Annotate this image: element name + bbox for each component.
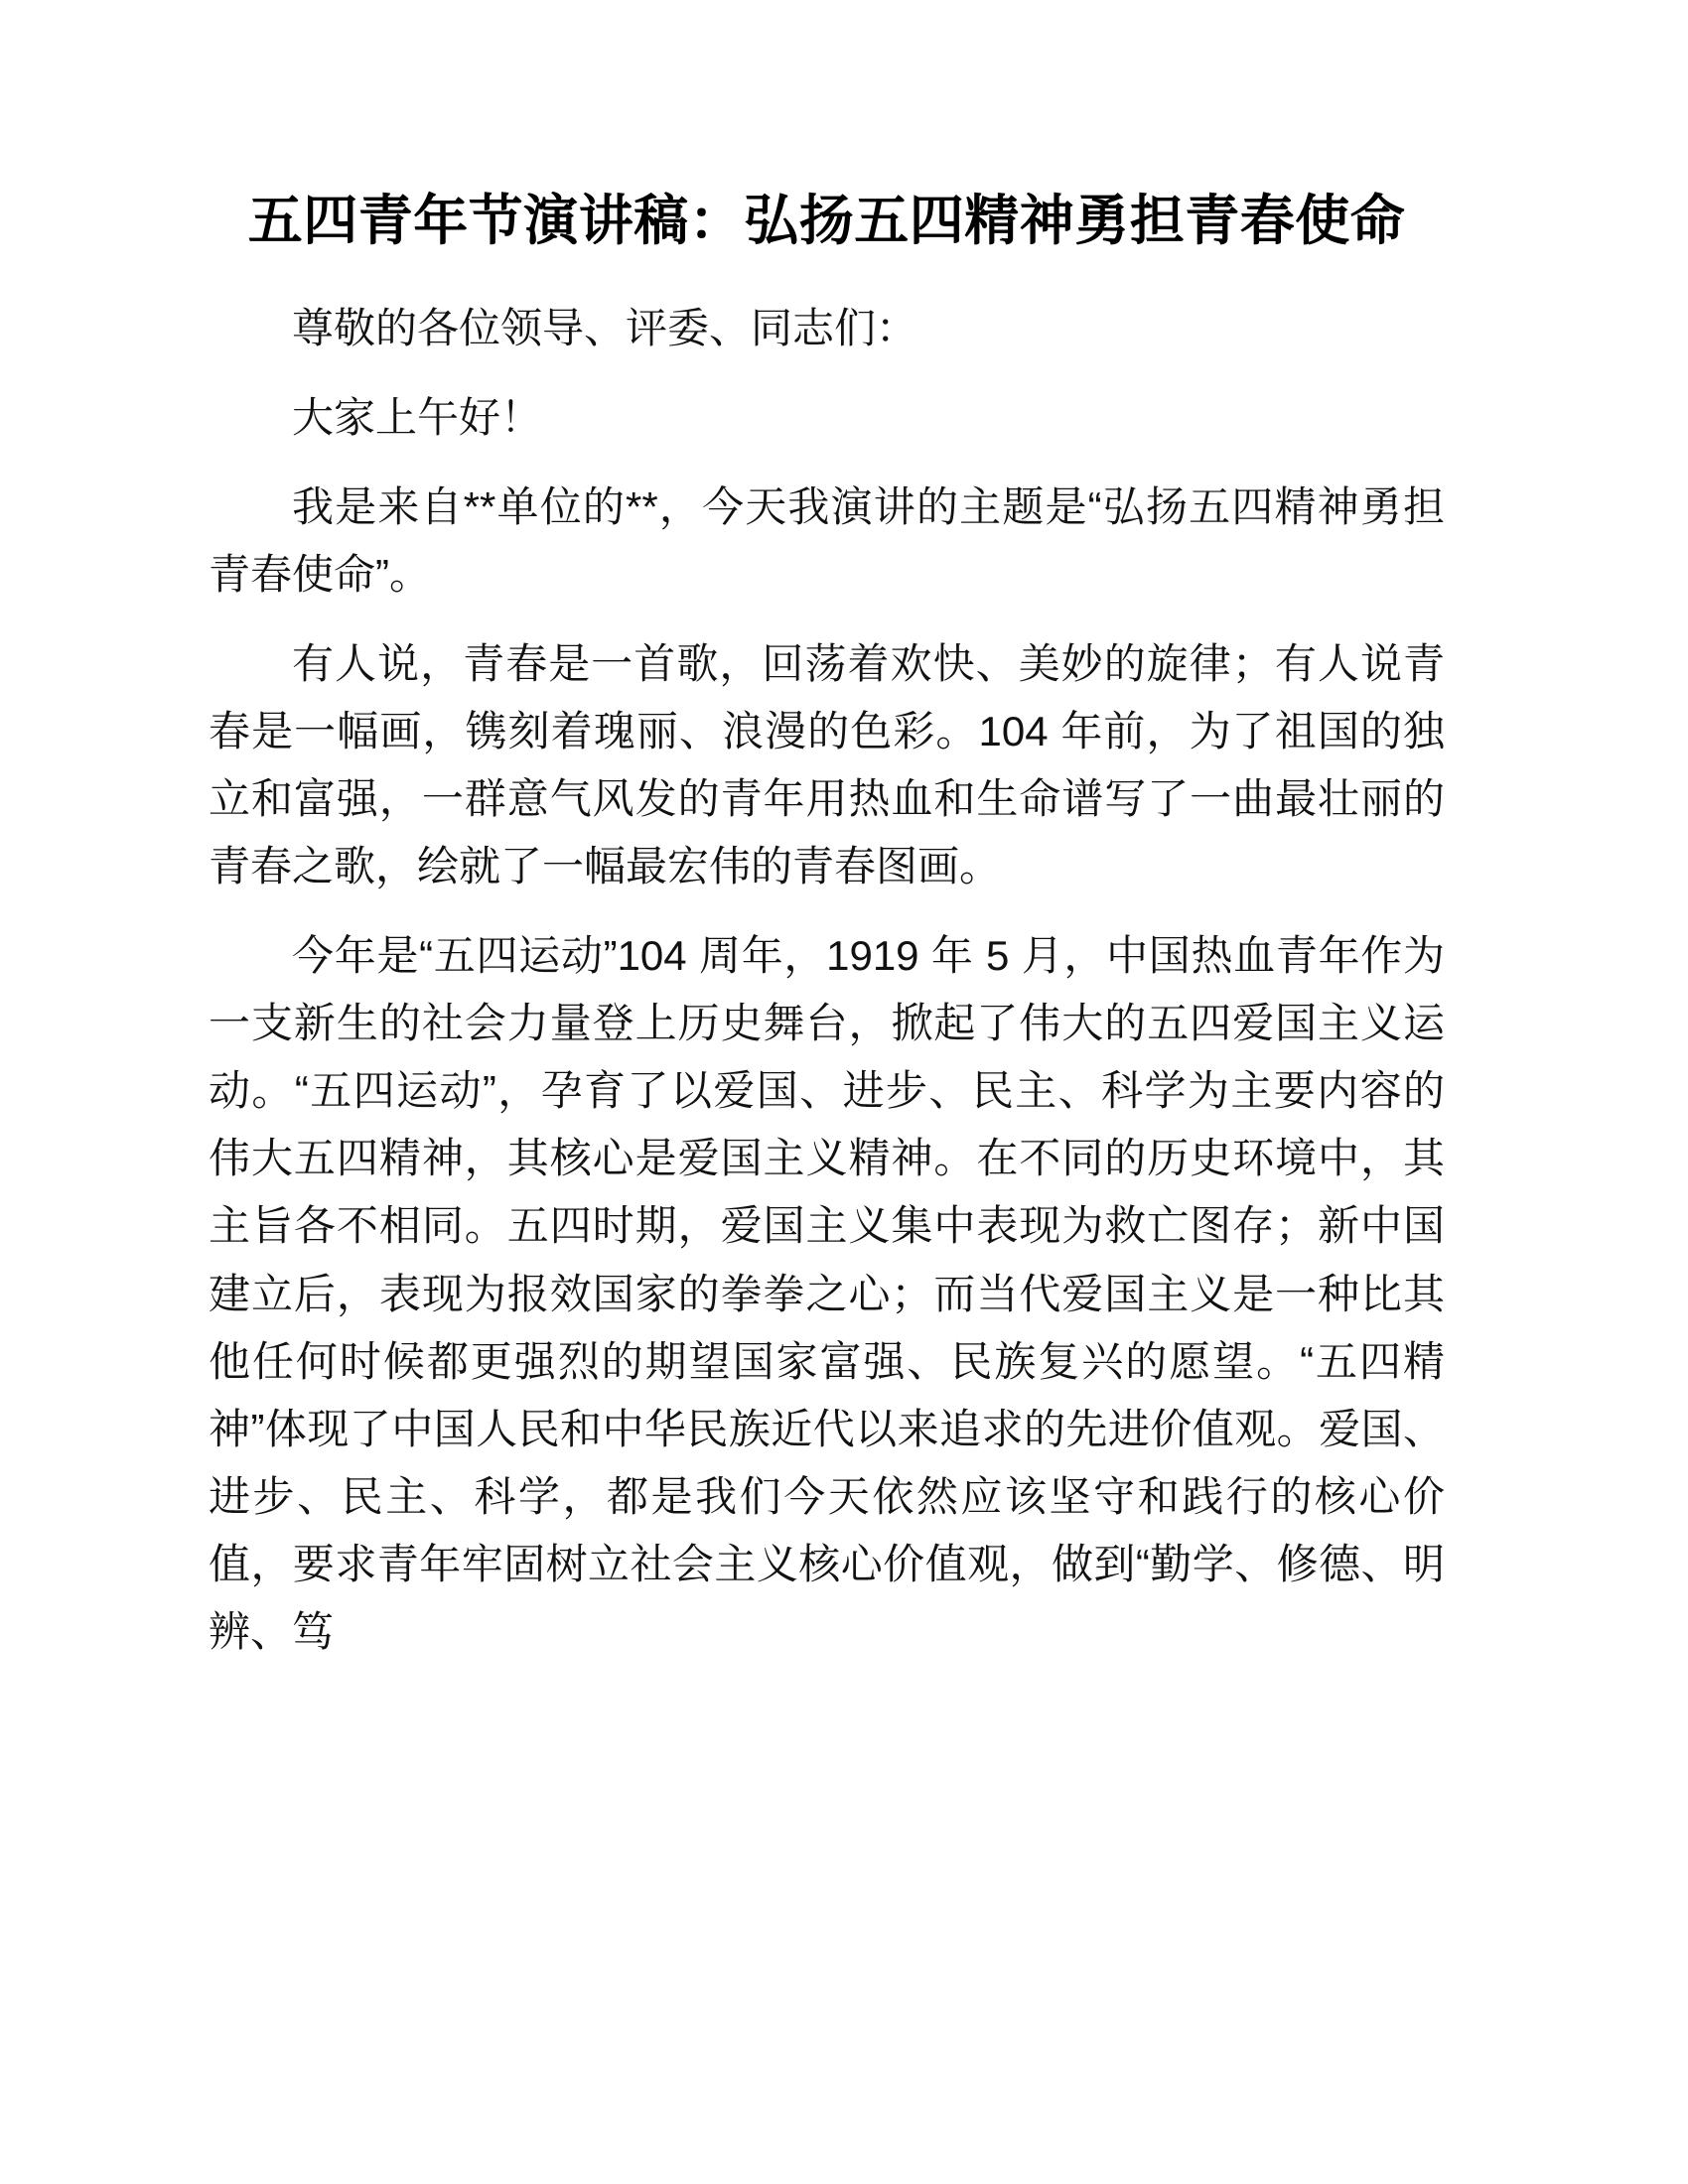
document-body — [209, 295, 1445, 1666]
document-content-column — [209, 0, 1445, 1666]
page-title: 五四青年节演讲稿：弘扬五四精神勇担青春使命 — [247, 190, 1406, 251]
paragraph-may-fourth-spirit: 今年是“五四运动”104 周年，1919 年 5 月，中国热血青年作为一支新生的社会力量登上历史舞台，掀起了伟大的五四爱国主义运动。“五四运动”，孕育了以爱国、进步、民主、科学为主要内容的伟大五四精神，其核心是爱国主义精神。在不同的历史环境中，其主旨各不相同。五四时期，爱国主义集中表现为救亡图存；新中国建立后，表现为报效国家的拳拳之心；而当代爱国主义是一种比其他任何时候都更强烈的期望国家富强、民族复兴的愿望。“五四精神”体现了中国人民和中华民族近代以来追求的先进价值观。爱国、进步、民主、科学，都是我们今天依然应该坚守和践行的核心价值，要求青年牢固树立社会主义核心价值观，做到“勤学、修德、明辨、笃 — [209, 932, 1445, 1655]
paragraph-youth-metaphor: 有人说，青春是一首歌，回荡着欢快、美妙的旋律；有人说青春是一幅画，镌刻着瑰丽、浪漫的色彩。104 年前，为了祖国的独立和富强，一群意气风发的青年用热血和生命谱写了一曲最壮丽的青春之歌，绘就了一幅最宏伟的青春图画。 — [209, 640, 1445, 890]
paragraph-greeting: 大家上午好！ — [292, 394, 543, 442]
paragraph-self-introduction: 我是来自**单位的**，今天我演讲的主题是“弘扬五四精神勇担青春使命”。 — [209, 483, 1445, 599]
paragraph-salutation: 尊敬的各位领导、评委、同志们： — [292, 305, 918, 352]
